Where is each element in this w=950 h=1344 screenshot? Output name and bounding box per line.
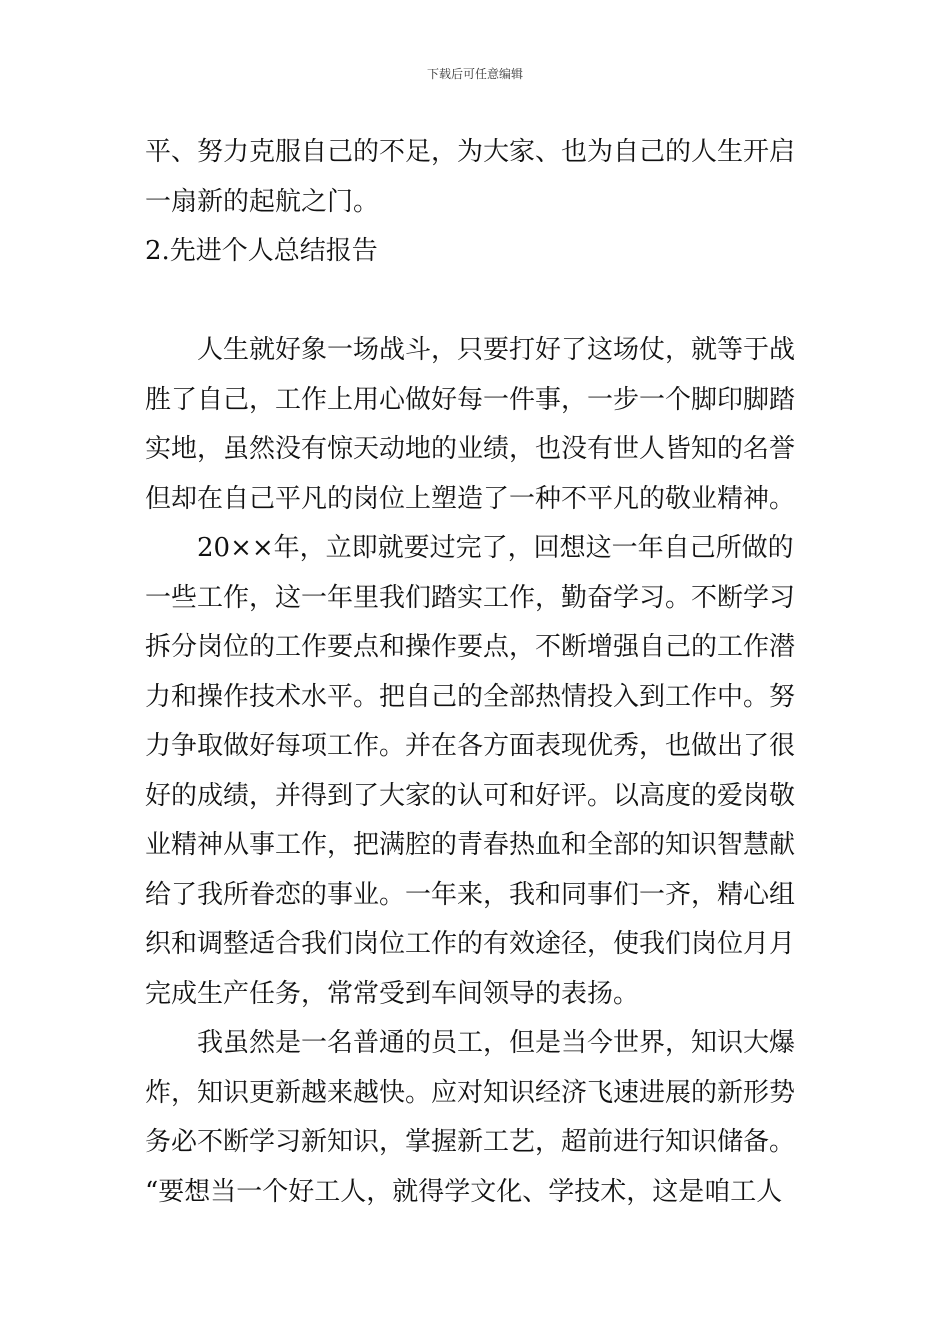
- text-line: 胜了自己，工作上用心做好每一件事，一步一个脚印脚踏: [145, 384, 796, 415]
- text-line: 人生就好象一场战斗，只要打好了这场仗，就等于战: [197, 335, 796, 365]
- text-line: 一些工作，这一年里我们踏实工作，勤奋学习。不断学习: [145, 582, 796, 613]
- text-line: 一扇新的起航之门。: [145, 186, 380, 217]
- section-title: 2.先进个人总结报告: [145, 236, 378, 266]
- text-line: 我虽然是一名普通的员工，但是当今世界，知识大爆: [197, 1028, 796, 1058]
- text-line: “要想当一个好工人，就得学文化、学技术，这是咱工人: [145, 1176, 783, 1207]
- text-line: 平、努力克服自己的不足，为大家、也为自己的人生开启: [145, 137, 796, 167]
- document-body: [145, 128, 810, 1217]
- text-line: 好的成绩，并得到了大家的认可和好评。以高度的爱岗敬: [145, 780, 796, 811]
- blank-line: [145, 277, 810, 327]
- page-header: 下载后可任意编辑: [426, 67, 523, 81]
- paragraph-2: [145, 524, 810, 1019]
- text-line: 完成生产任务，常常受到车间领导的表扬。: [145, 978, 640, 1009]
- text-line: 务必不断学习新知识，掌握新工艺，超前进行知识储备。: [145, 1127, 796, 1157]
- paragraph-1: [145, 326, 810, 524]
- text-line: 给了我所眷恋的事业。一年来，我和同事们一齐，精心组: [145, 879, 796, 910]
- paragraph-3: [145, 1019, 810, 1217]
- text-line: 业精神从事工作，把满腔的青春热血和全部的知识智慧献: [145, 830, 796, 860]
- text-line: 但却在自己平凡的岗位上塑造了一种不平凡的敬业精神。: [145, 483, 796, 514]
- text-line: 拆分岗位的工作要点和操作要点，不断增强自己的工作潜: [145, 632, 796, 662]
- text-line: 20××年，立即就要过完了，回想这一年自己所做的: [197, 533, 794, 563]
- text-line: 力争取做好每项工作。并在各方面表现优秀，也做出了很: [145, 731, 796, 761]
- text-line: 织和调整适合我们岗位工作的有效途径，使我们岗位月月: [145, 929, 796, 959]
- text-line: 炸，知识更新越来越快。应对知识经济飞速进展的新形势: [145, 1077, 796, 1108]
- text-line: 力和操作技术水平。把自己的全部热情投入到工作中。努: [145, 681, 796, 712]
- text-line: 实地，虽然没有惊天动地的业绩，也没有世人皆知的名誉: [145, 434, 796, 464]
